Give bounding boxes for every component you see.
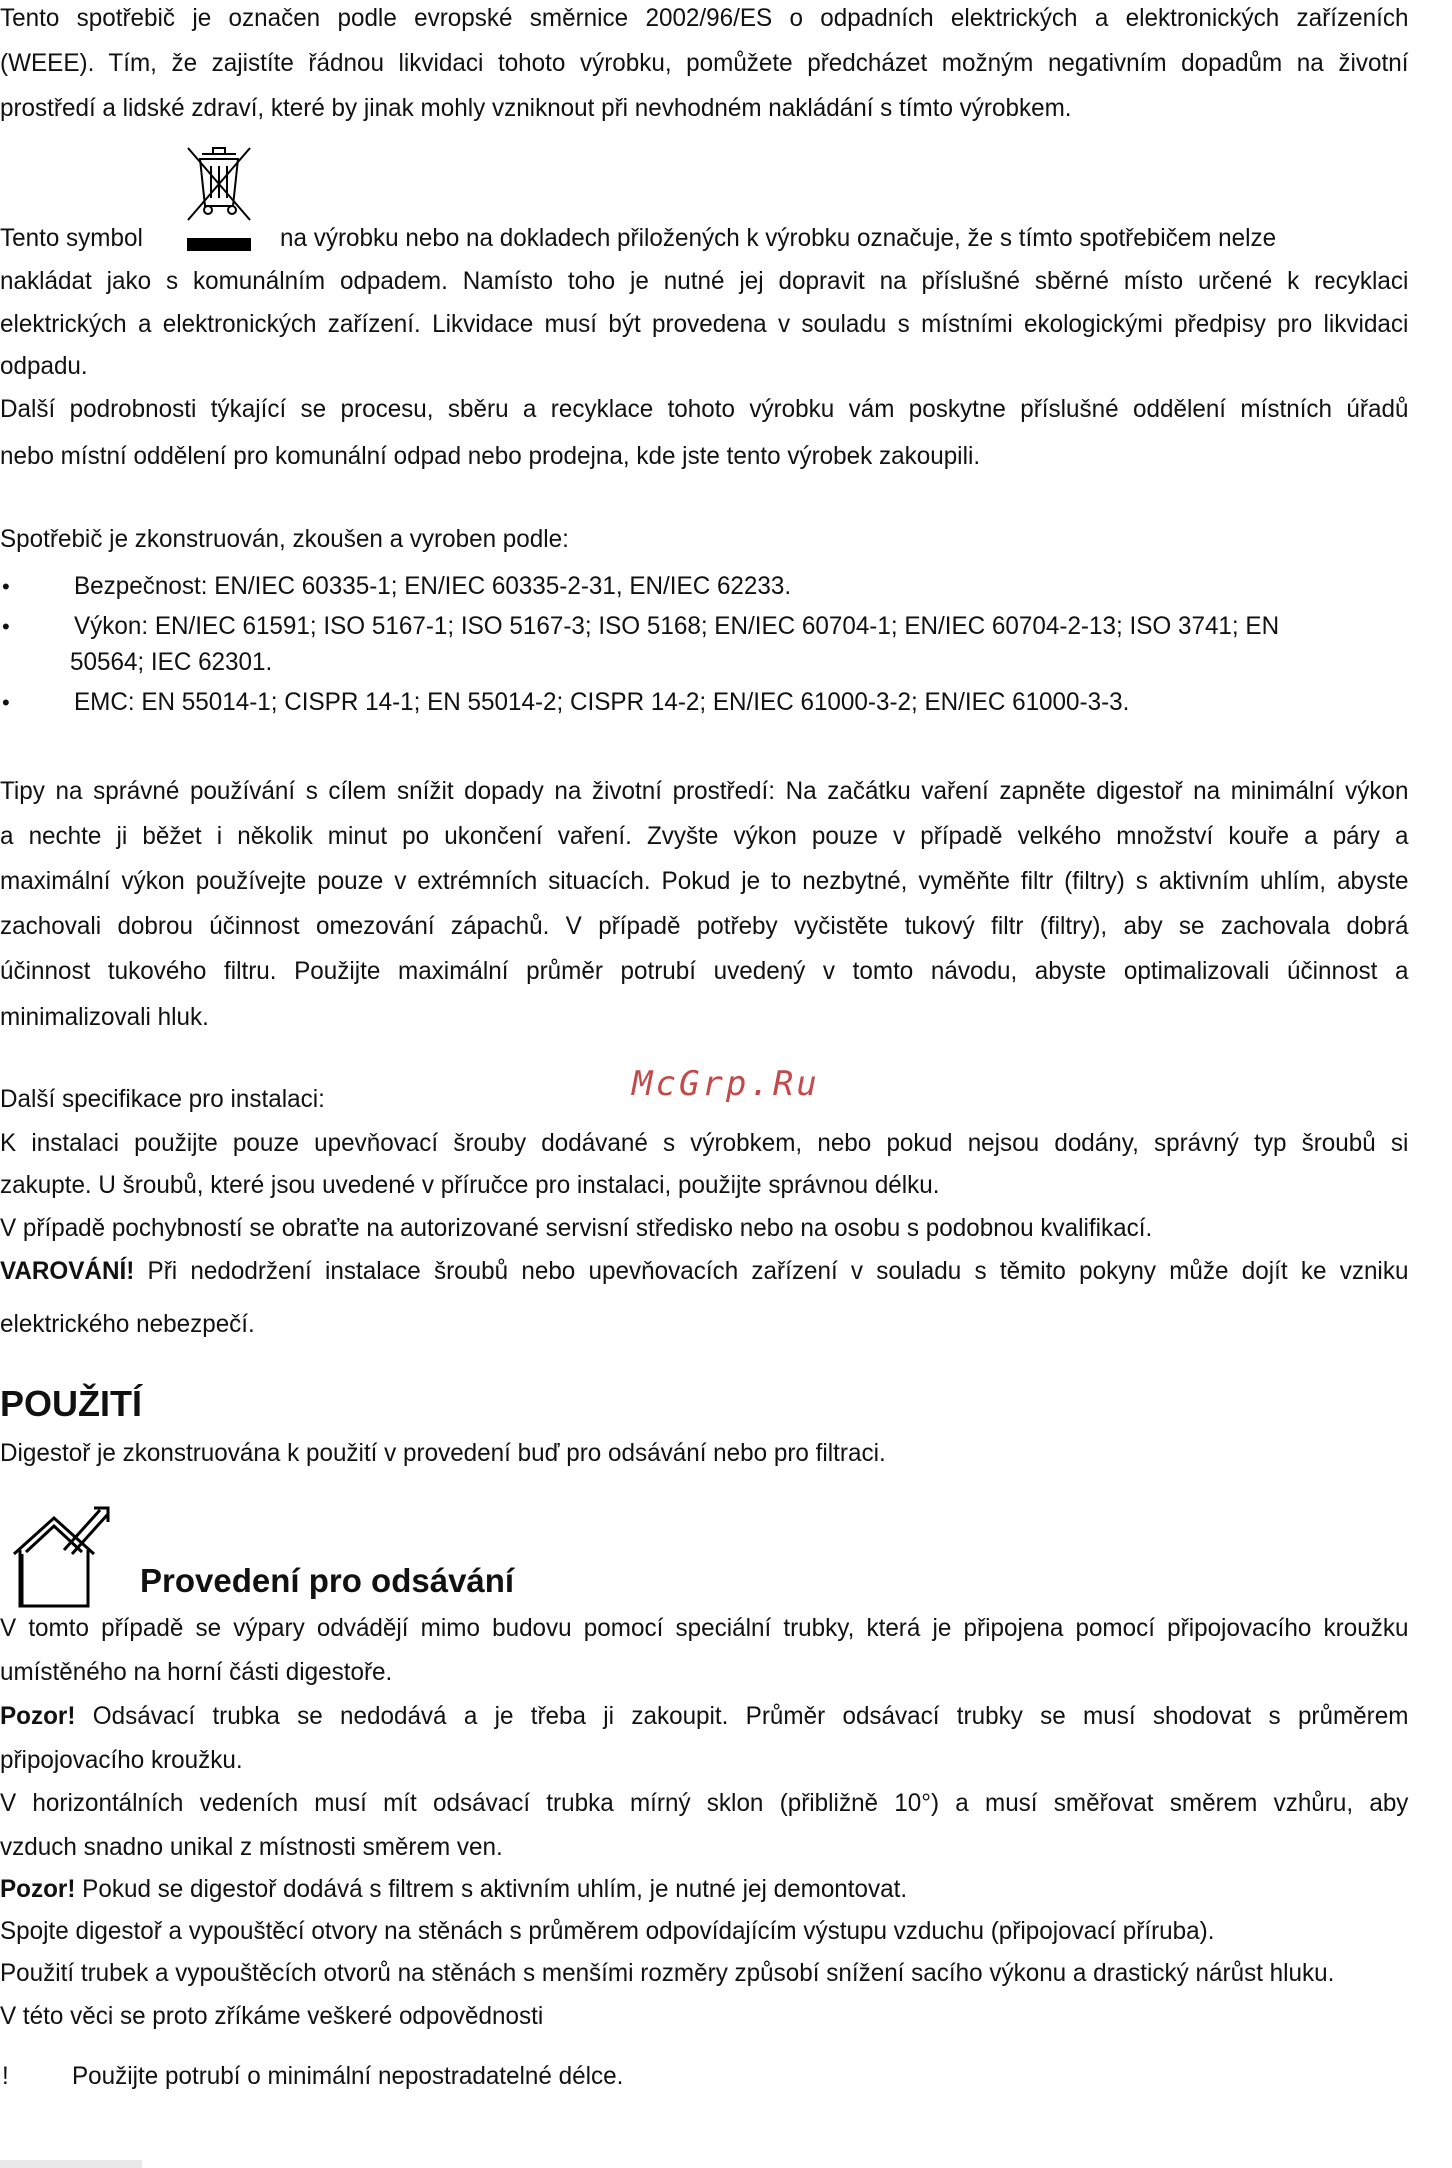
tips-line-6: minimalizovali hluk. (0, 1003, 209, 1031)
extraction-pozor-1 (0, 1700, 1408, 1732)
pozor-2-text: Pokud se digestoř dodává s filtrem s aktivním uhlím, je nutné jej demontovat. (75, 1875, 908, 1903)
tips-line-1: Tipy na správné používání s cílem snížit dopady na životní prostředí: Na začátku vaření zapněte digestoř na minimální výkon (0, 777, 1409, 805)
usage-text: Digestoř je zkonstruována k použití v provedení buď pro odsávání nebo pro filtraci. (0, 1439, 886, 1467)
extraction-line-10: V této věci se proto zříkáme veškeré odpovědnosti (0, 2002, 544, 2030)
note-mark: ! (2, 2062, 9, 2090)
weee-line-8: Další podrobnosti týkající se procesu, sběru a recyklace tohoto výrobku vám poskytne příslušné oddělení místních úřadů (0, 395, 1409, 423)
bullet-2: • (2, 614, 10, 639)
standard-safety: Bezpečnost: EN/IEC 60335-1; EN/IEC 60335-2-31, EN/IEC 62233. (74, 572, 792, 600)
weee-line-1: Tento spotřebič je označen podle evropské směrnice 2002/96/ES o odpadních elektrických a elektronických zařízeních (0, 4, 1409, 32)
extraction-pozor-1-cont: připojovacího kroužku. (0, 1746, 243, 1774)
crossed-out-wheelie-bin-icon (184, 146, 254, 256)
extraction-line-8: Spojte digestoř a vypouštěcí otvory na stěnách s průměrem odpovídajícím výstupu vzduchu (připojovací příruba). (0, 1917, 1215, 1945)
weee-line-3: prostředí a lidské zdraví, které by jinak mohly vzniknout při nevhodném nakládání s tímto výrobkem. (0, 94, 1072, 122)
extraction-pozor-2 (0, 1873, 1408, 1905)
bullet-1: • (2, 574, 10, 599)
tips-line-3: maximální výkon používejte pouze v extrémních situacích. Pokud je to nezbytné, vyměňte filtr (filtry) s aktivním uhlím, abyste (0, 867, 1409, 895)
weee-line-2: (WEEE). Tím, že zajistíte řádnou likvidaci tohoto výrobku, pomůžete předcházet možným negativním dopadům na životní (0, 49, 1409, 77)
standards-intro: Spotřebič je zkonstruován, zkoušen a vyroben podle: (0, 525, 569, 553)
extraction-line-1: V tomto případě se výpary odvádějí mimo budovu pomocí speciální trubky, která je připojena pomocí připojovacího kroužku (0, 1614, 1409, 1642)
weee-line-5: nakládat jako s komunálním odpadem. Namísto toho je nutné jej dopravit na příslušné sběrné místo určené k recyklaci (0, 267, 1409, 295)
tips-line-5: účinnost tukového filtru. Použijte maximální průměr potrubí uvedený v tomto návodu, abyste optimalizovali účinnost a (0, 957, 1409, 985)
watermark: McGrp.Ru (632, 1064, 820, 1104)
warning-label: VAROVÁNÍ! (0, 1257, 135, 1285)
installation-warning-cont: elektrického nebezpečí. (0, 1310, 255, 1338)
note-text: Použijte potrubí o minimální nepostradatelné délce. (72, 2062, 624, 2090)
installation-warning (0, 1255, 1408, 1287)
extraction-line-9: Použití trubek a vypouštěcích otvorů na stěnách s menšími rozměry způsobí snížení sacího výkonu a drastický nárůst hluku. (0, 1959, 1335, 1987)
standard-emc: EMC: EN 55014-1; CISPR 14-1; EN 55014-2; CISPR 14-2; EN/IEC 61000-3-2; EN/IEC 61000-3-3. (74, 688, 1130, 716)
tips-line-4: zachovali dobrou účinnost omezování zápachů. V případě potřeby vyčistěte tukový filtr (filtry), aby se zachovala dobrá (0, 912, 1409, 940)
pozor-1-label: Pozor! (0, 1702, 76, 1730)
extraction-heading: Provedení pro odsávání (140, 1562, 515, 1599)
bullet-3: • (2, 690, 10, 715)
pozor-1-text: Odsávací trubka se nedodává a je třeba ji zakoupit. Průměr odsávací trubky se musí shodovat s průměrem (75, 1702, 1409, 1730)
weee-line-6: elektrických a elektronických zařízení. Likvidace musí být provedena v souladu s místními ekologickými předpisy pro likvidaci (0, 310, 1409, 338)
warning-text: Při nedodržení instalace šroubů nebo upevňovacích zařízení v souladu s těmito pokyny může dojít ke vzniku (134, 1257, 1409, 1285)
symbol-text-after: na výrobku nebo na dokladech přiložených k výrobku označuje, že s tímto spotřebičem nelze (280, 224, 1277, 252)
weee-line-7: odpadu. (0, 352, 88, 380)
installation-line-3: V případě pochybností se obraťte na autorizované servisní středisko nebo na osobu s podobnou kvalifikací. (0, 1214, 1153, 1242)
extraction-line-5: V horizontálních vedeních musí mít odsávací trubka mírný sklon (přibližně 10°) a musí směřovat směrem vzhůru, aby (0, 1789, 1409, 1817)
installation-line-1: K instalaci použijte pouze upevňovací šrouby dodávané s výrobkem, nebo pokud nejsou dodány, správný typ šroubů si (0, 1129, 1409, 1157)
house-extraction-icon (8, 1506, 114, 1610)
weee-line-9: nebo místní oddělení pro komunální odpad nebo prodejna, kde jste tento výrobek zakoupili. (0, 442, 981, 470)
standard-performance: Výkon: EN/IEC 61591; ISO 5167-1; ISO 5167-3; ISO 5168; EN/IEC 60704-1; EN/IEC 60704-2-13; ISO 3741; EN (74, 612, 1280, 640)
usage-heading: POUŽITÍ (0, 1383, 142, 1424)
symbol-text-before: Tento symbol (0, 224, 143, 252)
tips-line-2: a nechte ji běžet i několik minut po ukončení vaření. Zvyšte výkon pouze v případě velkého množství kouře a páry a (0, 822, 1409, 850)
pozor-2-label: Pozor! (0, 1875, 76, 1903)
extraction-line-6: vzduch snadno unikal z místnosti směrem ven. (0, 1833, 503, 1861)
installation-heading: Další specifikace pro instalaci: (0, 1085, 325, 1113)
footer-bar (0, 2160, 142, 2168)
installation-line-2: zakupte. U šroubů, které jsou uvedené v příručce pro instalaci, použijte správnou délku. (0, 1171, 940, 1199)
standard-performance-cont: 50564; IEC 62301. (70, 648, 273, 676)
extraction-line-2: umístěného na horní části digestoře. (0, 1658, 393, 1686)
